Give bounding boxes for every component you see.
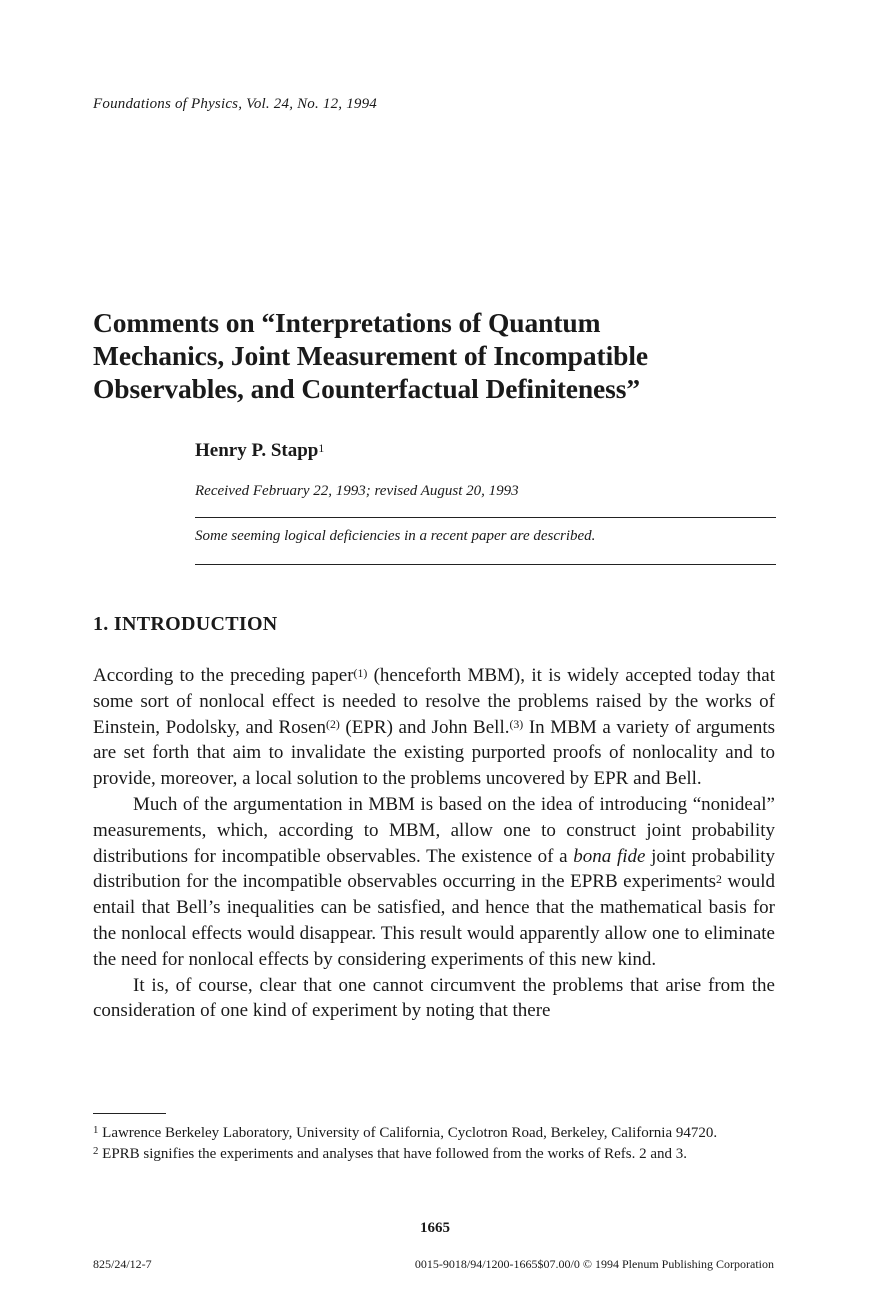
reference-mark: (1) — [353, 666, 368, 680]
author — [195, 440, 324, 462]
journal-header: Foundations of Physics, Vol. 24, No. 12, 1994 — [93, 96, 377, 112]
paragraph-2 — [93, 792, 775, 973]
section-title: INTRODUCTION — [113, 613, 278, 635]
author-name: Henry P. Stapp — [195, 440, 319, 461]
text-run: would entail that Bell’s inequalities can be satisfied, and hence that the mathematical basis for the nonlocal effects would disappear. This result would apparently allow one to eliminate the need for nonlocal effects by considering experiments of this new kind. — [93, 871, 775, 970]
title-line: Mechanics, Joint Measurement of Incompatible — [93, 340, 648, 371]
footnotes — [93, 1123, 775, 1165]
page-number: 1665 — [420, 1220, 450, 1236]
footnote-mark: 2 — [716, 873, 722, 887]
reference-mark: (2) — [326, 718, 340, 732]
footnote-number: 2 — [93, 1145, 99, 1158]
footnote — [93, 1144, 775, 1164]
footnote-rule — [93, 1113, 166, 1114]
paragraph-1 — [93, 663, 775, 792]
paper-title — [93, 306, 793, 405]
abstract-bottom-rule — [195, 564, 776, 565]
section-heading — [93, 613, 278, 636]
text-run: joint probability distribution for the incompatible observables occurring in the EPRB experiments — [93, 845, 775, 893]
footnote-text: Lawrence Berkeley Laboratory, University of California, Cyclotron Road, Berkeley, California 94720. — [102, 1125, 718, 1141]
title-line: Comments on “Interpretations of Quantum — [93, 307, 601, 338]
abstract: Some seeming logical deficiencies in a recent paper are described. — [195, 528, 596, 544]
footnote — [93, 1123, 775, 1143]
body-text — [93, 663, 775, 1024]
footnote-number: 1 — [93, 1124, 99, 1137]
emphasis: bona fide — [573, 845, 646, 867]
abstract-top-rule — [195, 517, 776, 518]
text-run: According to the preceding paper — [93, 665, 354, 686]
text-run: In MBM a variety of arguments are set forth that aim to invalidate the existing purported proofs of nonlocality and to provide, moreover, a local solution to the problems uncovered by EPR and Bell. — [93, 716, 775, 790]
section-number: 1. — [93, 613, 109, 635]
text-run: Much of the argumentation in MBM is based on the idea of introducing “nonideal” measurements, which, according to MBM, allow one to construct joint probability distributions for incompatible observables. The existence of a — [93, 793, 775, 867]
title-line: Observables, and Counterfactual Definiteness” — [93, 373, 641, 404]
copyright-line: 0015-9018/94/1200-1665$07.00/0 © 1994 Plenum Publishing Corporation — [414, 1257, 774, 1271]
text-run: (henceforth MBM), it is widely accepted today that some sort of nonlocal effect is needed to resolve the problems raised by the works of Einstein, Podolsky, and Rosen — [93, 665, 775, 738]
text-run: (EPR) and John Bell. — [339, 716, 510, 738]
received-dates: Received February 22, 1993; revised August 20, 1993 — [195, 483, 519, 499]
author-footnote-mark: 1 — [318, 441, 325, 455]
journal-code: 825/24/12-7 — [93, 1257, 152, 1271]
reference-mark: (3) — [509, 718, 524, 732]
paragraph-3: It is, of course, clear that one cannot circumvent the problems that arise from the consideration of one kind of experiment by noting that there — [93, 974, 775, 1022]
footnote-text: EPRB signifies the experiments and analyses that have followed from the works of Refs. 2 and 3. — [102, 1146, 688, 1162]
